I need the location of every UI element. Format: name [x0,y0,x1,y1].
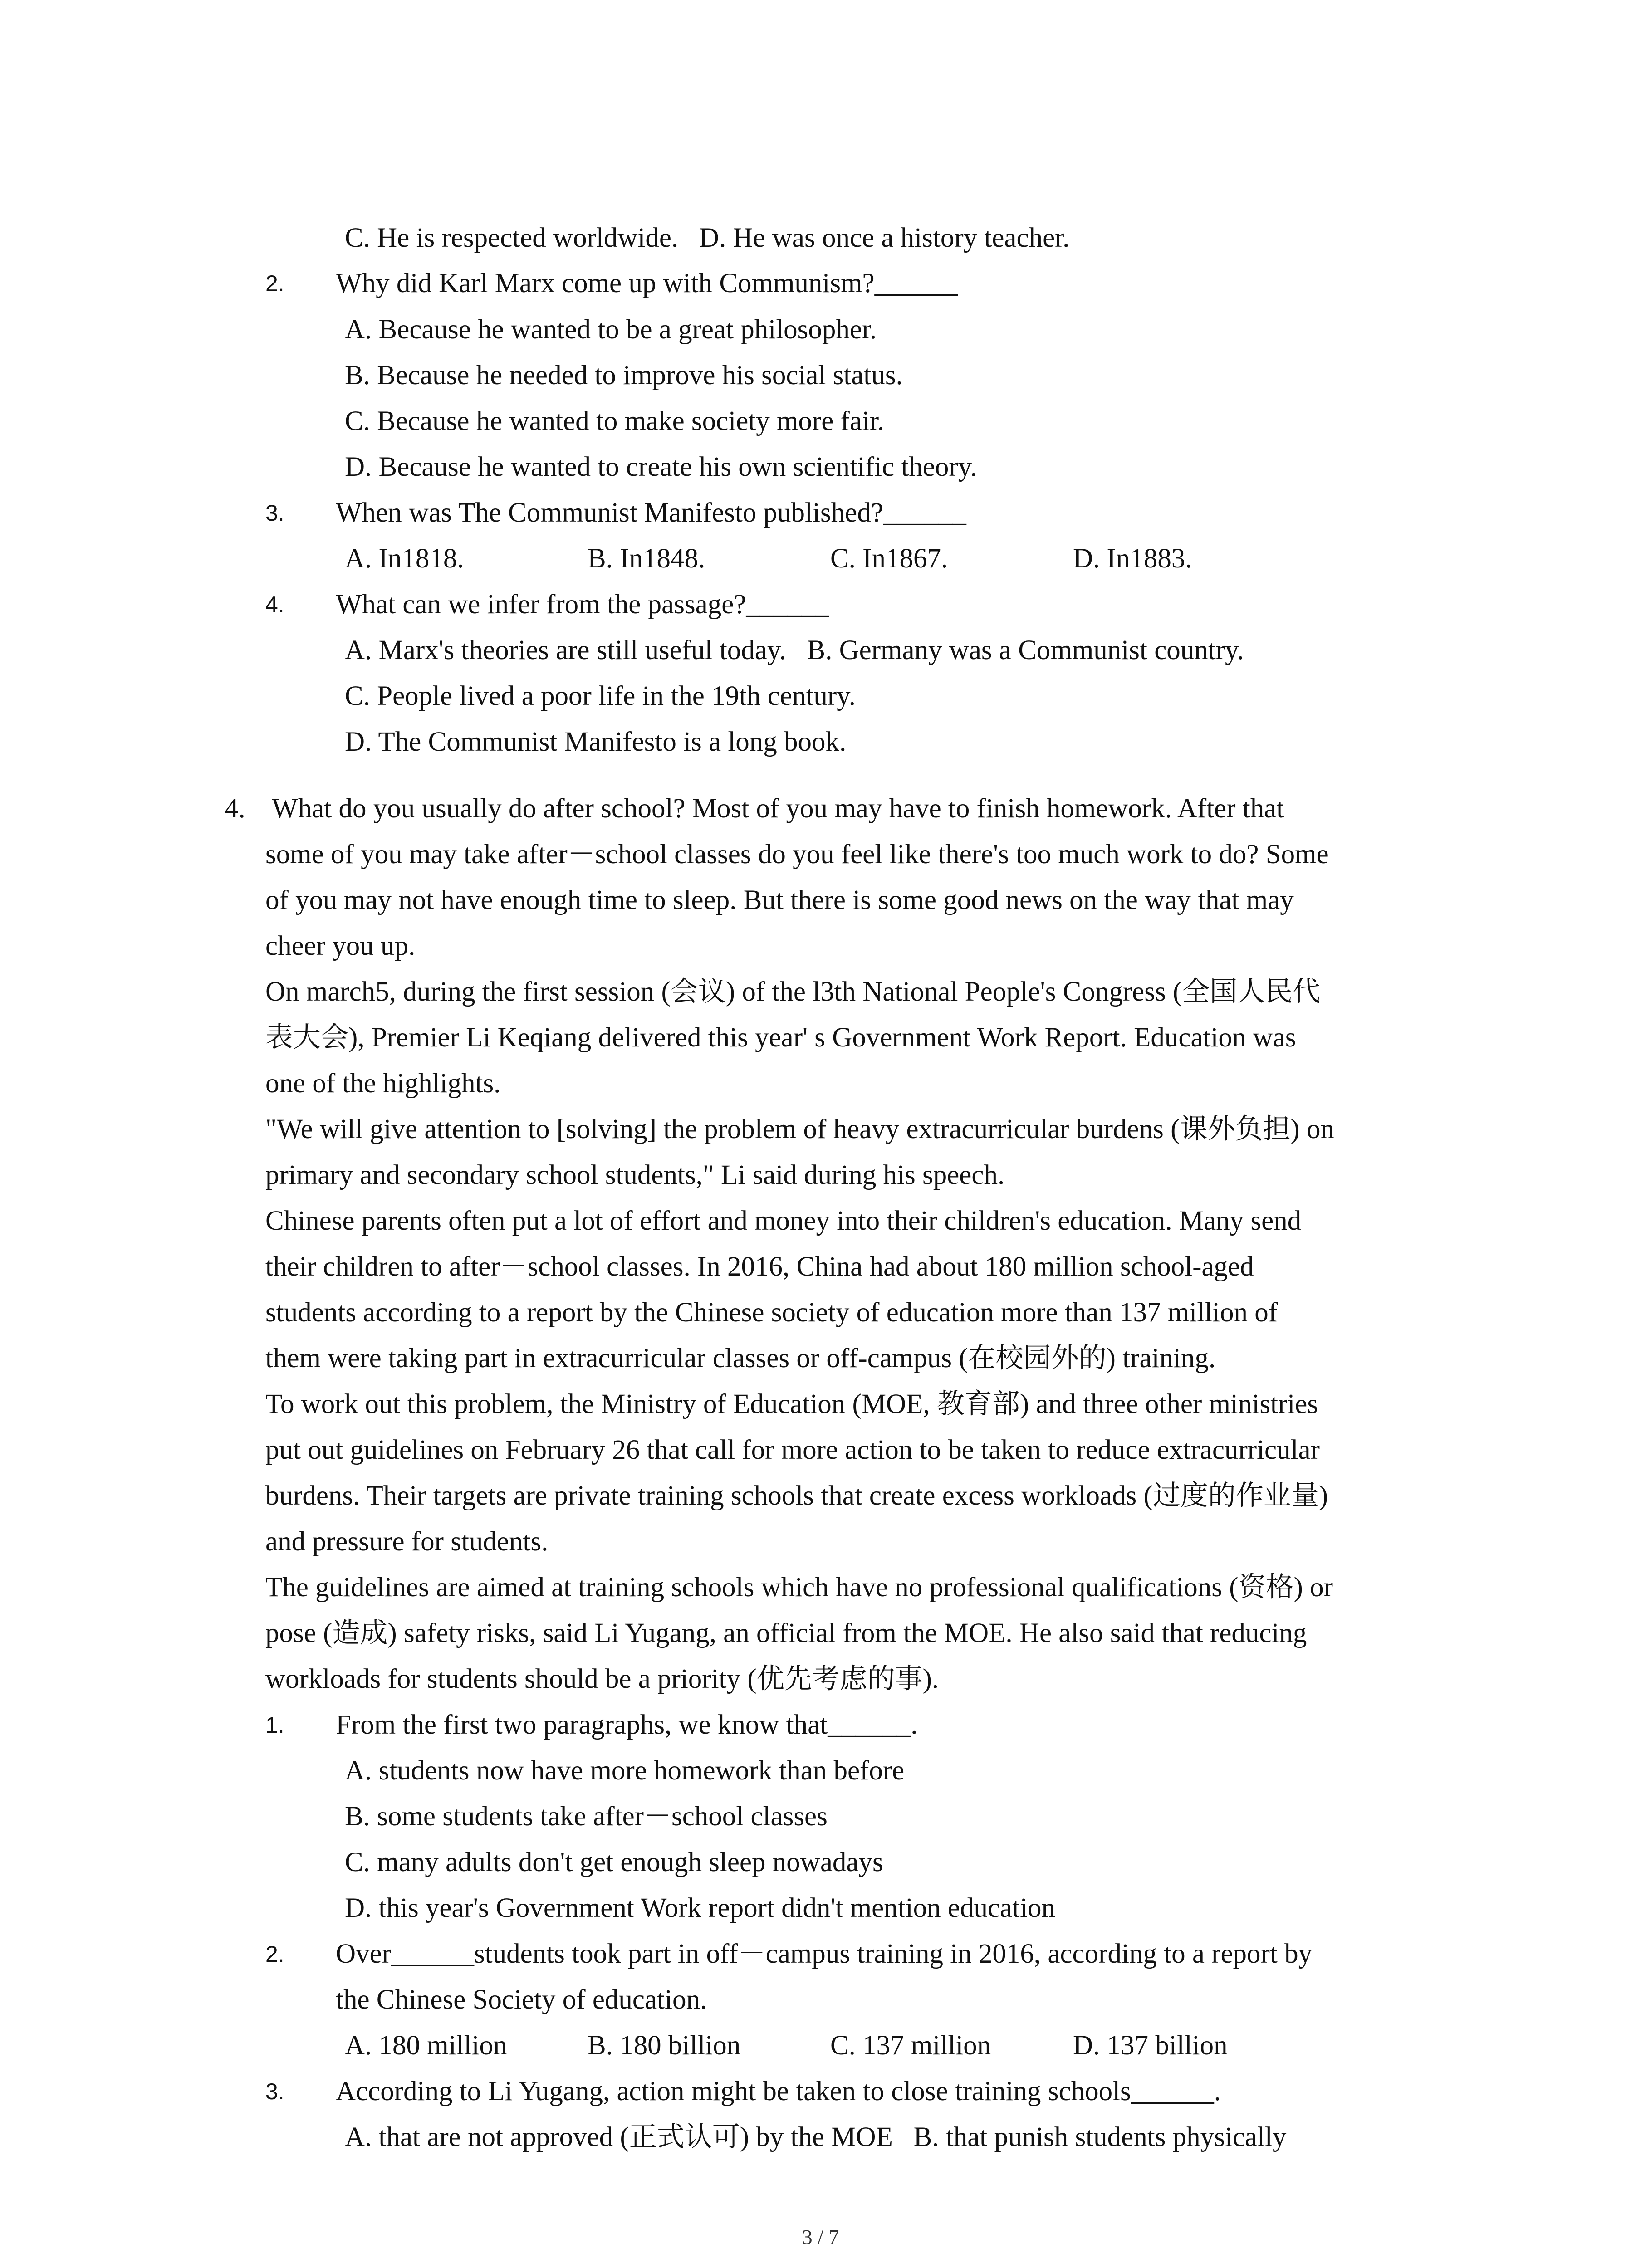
passage-line: one of the highlights. [265,1068,501,1099]
passage-line: some of you may take after－school classes do you feel like there's too much work to do? Some [265,839,1329,870]
passage-line: To work out this problem, the Ministry of Education (MOE, 教育部) and three other ministries [265,1389,1318,1419]
passage-line: and pressure for students. [265,1526,549,1557]
p4q2-question-line-1: Over______students took part in off－campus training in 2016, according to a report by [336,1939,1313,1969]
q2-option-d: D. Because he wanted to create his own scientific theory. [345,452,977,482]
q3-question: When was The Communist Manifesto published?______ [336,498,966,528]
q4-number: 4. [265,592,284,617]
p4q2-option-d: D. 137 billion [1073,2030,1228,2061]
q4-option-c: C. People lived a poor life in the 19th century. [345,681,856,711]
p4q1-option-a: A. students now have more homework than before [345,1755,905,1786]
passage-line: primary and secondary school students," Li said during his speech. [265,1160,1005,1190]
passage-line: them were taking part in extracurricular classes or off-campus (在校园外的) training. [265,1343,1216,1374]
q2-number: 2. [265,271,284,296]
passage-line: burdens. Their targets are private training schools that create excess workloads (过度的作业量) [265,1481,1328,1511]
p4q2-option-b: B. 180 billion [588,2030,741,2061]
q1-options-c-d: C. He is respected worldwide. D. He was once a history teacher. [345,223,1070,253]
q4-option-d: D. The Communist Manifesto is a long book. [345,727,847,757]
passage-line: students according to a report by the Chinese society of education more than 137 million of [265,1297,1278,1328]
passage-line: their children to after－school classes. In 2016, China had about 180 million school-aged [265,1251,1254,1282]
passage-line: The guidelines are aimed at training schools which have no professional qualifications (资格) or [265,1572,1333,1603]
passage-line: "We will give attention to [solving] the problem of heavy extracurricular burdens (课外负担) on [265,1114,1334,1144]
passage-line: 表大会), Premier Li Keqiang delivered this year' s Government Work Report. Education was [265,1022,1296,1053]
q2-option-b: B. Because he needed to improve his social status. [345,360,903,391]
passage-line: of you may not have enough time to sleep. But there is some good news on the way that may [265,885,1294,915]
p4q2-question-line-2: the Chinese Society of education. [336,1984,707,2015]
passage-line: pose (造成) safety risks, said Li Yugang, an official from the MOE. He also said that reducing [265,1618,1307,1648]
p4q1-option-c: C. many adults don't get enough sleep nowadays [345,1847,883,1877]
passage-line: put out guidelines on February 26 that call for more action to be taken to reduce extracurricular [265,1435,1320,1465]
p4q2-option-a: A. 180 million [345,2030,507,2061]
p4q1-question: From the first two paragraphs, we know that______. [336,1710,918,1740]
q3-option-a: A. In1818. [345,543,464,574]
q2-option-c: C. Because he wanted to make society more fair. [345,406,885,436]
q4-question: What can we infer from the passage?______ [336,589,829,620]
p4q1-option-d: D. this year's Government Work report didn't mention education [345,1893,1056,1923]
p4q2-number: 2. [265,1941,284,1967]
passage-line: What do you usually do after school? Most of you may have to finish homework. After that [265,793,1284,824]
p4q1-option-b: B. some students take after－school classes [345,1801,828,1832]
passage-line: Chinese parents often put a lot of effort and money into their children's education. Many send [265,1206,1302,1236]
q3-option-b: B. In1848. [588,543,705,574]
q3-option-c: C. In1867. [830,543,948,574]
p4q1-number: 1. [265,1712,284,1738]
p4q2-option-c: C. 137 million [830,2030,991,2061]
passage-line: On march5, during the first session (会议) of the l3th National People's Congress (全国人民代 [265,977,1321,1007]
passage-line: cheer you up. [265,931,416,961]
page-number: 3 / 7 [802,2225,839,2248]
passage-line: workloads for students should be a priority (优先考虑的事). [265,1664,939,1694]
p4q3-question: According to Li Yugang, action might be taken to close training schools______. [336,2076,1221,2107]
q4-options-a-b: A. Marx's theories are still useful today. B. Germany was a Communist country. [345,635,1244,665]
q2-question: Why did Karl Marx come up with Communism?______ [336,268,958,298]
p4q3-options-a-b: A. that are not approved (正式认可) by the MOE B. that punish students physically [345,2122,1287,2152]
passage-number: 4. [225,793,245,824]
q2-option-a: A. Because he wanted to be a great philosopher. [345,314,877,345]
q3-option-d: D. In1883. [1073,543,1192,574]
p4q3-number: 3. [265,2079,284,2104]
q3-number: 3. [265,500,284,526]
